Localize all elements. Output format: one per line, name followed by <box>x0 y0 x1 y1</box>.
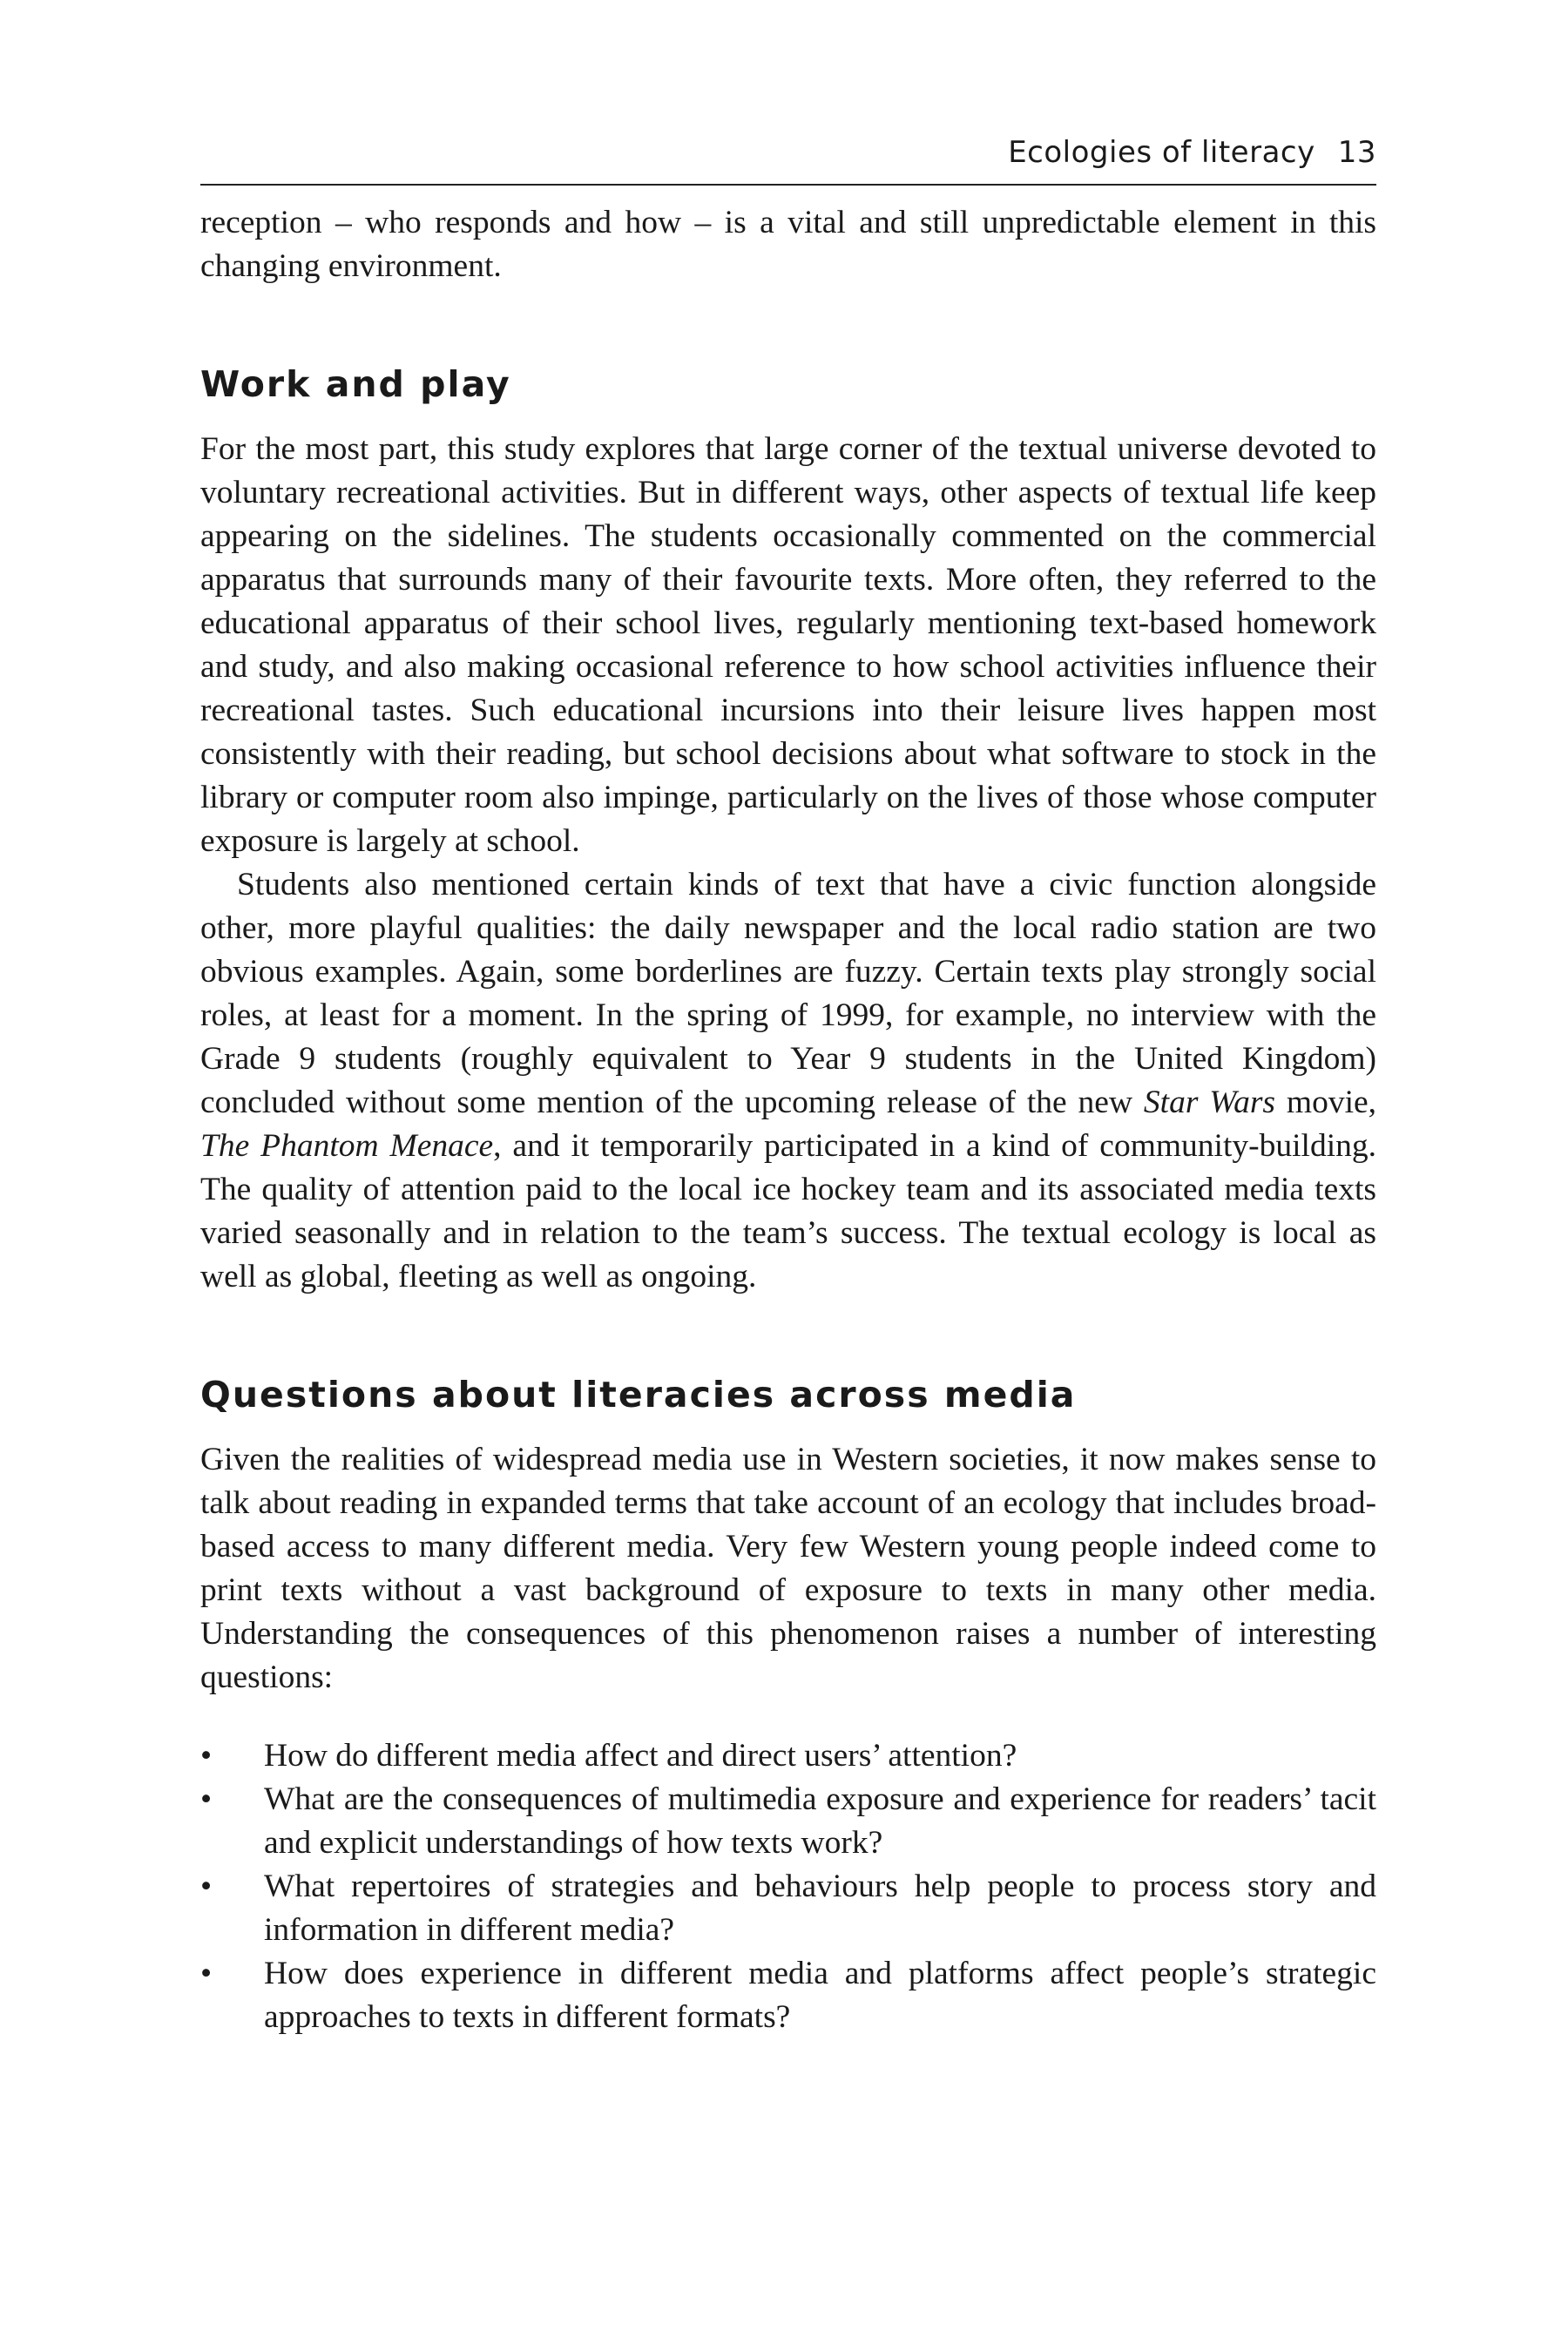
list-item-text: What repertoires of strategies and behaviours help people to process story and information in different media? <box>264 1869 1376 1948</box>
italic-title-star-wars: Star Wars <box>1143 1085 1276 1120</box>
book-page <box>200 135 1376 2039</box>
paragraph-text: , and it temporarily participated in a kind of community-building. The quality of attention paid to the local ice hockey team and its associated media texts varied seasonally and in relation to the team’s success. The textual ecology is local as well as global, fleeting as well as ongoing. <box>200 1128 1376 1294</box>
section-heading-work-and-play: Work and play <box>200 363 511 405</box>
bullet-icon: • <box>200 1738 213 1774</box>
bullet-icon: • <box>200 1869 213 1904</box>
section-heading-questions: Questions about literacies across media <box>200 1374 1077 1416</box>
paragraph-text: Students also mentioned certain kinds of text that have a civic function alongside other, more playful qualities: the daily newspaper and the local radio station are two obvious examples. Again, some borderlines are fuzzy. Certain texts play strongly social roles, at least for a moment. In the spring of 1999, for example, no interview with the Grade 9 students (roughly equivalent to Year 9 students in the United Kingdom) concluded without some mention of the upcoming release of the new <box>200 867 1376 1120</box>
question-list <box>200 1734 1376 2039</box>
paragraph: Given the realities of widespread media use in Western societies, it now makes sense to talk about reading in expanded terms that take account of an ecology that includes broad-based access to many different media. Very few Western young people indeed come to print texts without a vast background of exposure to texts in many other media. Understanding the consequences of this phenomenon raises a number of interesting questions: <box>200 1442 1376 1695</box>
paragraph <box>200 863 1376 1299</box>
body-text <box>200 201 1376 2039</box>
list-item <box>200 1865 1376 1952</box>
bullet-icon: • <box>200 1956 213 1991</box>
italic-title-phantom-menace: The Phantom Menace <box>200 1128 494 1164</box>
list-item-text: How do different media affect and direct users’ attention? <box>264 1738 1017 1774</box>
running-head <box>200 135 1376 186</box>
page-number: 13 <box>1337 135 1376 170</box>
list-item-text: How does experience in different media and platforms affect people’s strategic approaches to texts in different formats? <box>264 1956 1376 2035</box>
paragraph: For the most part, this study explores that large corner of the textual universe devoted to voluntary recreational activities. But in different ways, other aspects of textual life keep appearing on the sidelines. The students occasionally commented on the commercial apparatus that surrounds many of their favourite texts. More often, they referred to the educational apparatus of their school lives, regularly mentioning text-based homework and study, and also making occasional reference to how school activities influence their recreational tastes. Such educational incursions into their leisure lives happen most consistently with their reading, but school decisions about what software to stock in the library or computer room also impinge, particularly on the lives of those whose computer exposure is largely at school. <box>200 431 1376 859</box>
paragraph-text: movie, <box>1275 1085 1377 1120</box>
continuation-paragraph: reception – who responds and how – is a vital and still unpredictable element in this changing environment. <box>200 205 1376 284</box>
list-item-text: What are the consequences of multimedia exposure and experience for readers’ tacit and explicit understandings of how texts work? <box>264 1781 1376 1861</box>
list-item <box>200 1734 1376 1778</box>
list-item <box>200 1778 1376 1865</box>
bullet-icon: • <box>200 1781 213 1817</box>
running-head-title: Ecologies of literacy <box>1008 135 1315 170</box>
list-item <box>200 1952 1376 2039</box>
